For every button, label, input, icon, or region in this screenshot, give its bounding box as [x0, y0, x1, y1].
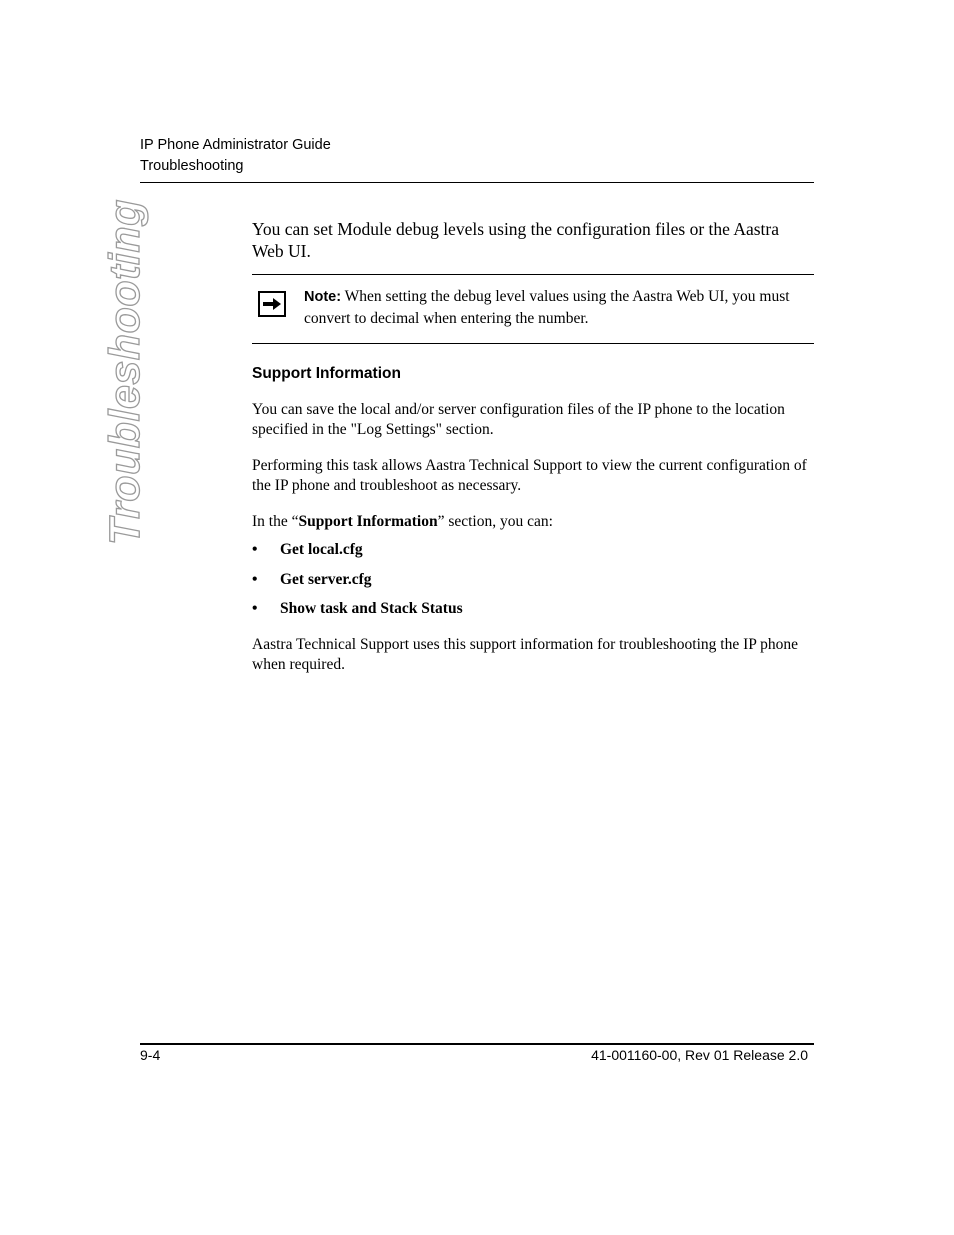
- note-label: Note:: [304, 289, 342, 305]
- list-item: [252, 570, 814, 590]
- support-paragraph-3: [252, 512, 814, 532]
- list-item: [252, 540, 814, 560]
- footer-rule: [140, 1043, 814, 1045]
- side-chapter-tab: Troubleshooting: [101, 199, 149, 545]
- list-item-label: Show task and Stack Status: [280, 600, 463, 617]
- para3-prefix: In the “: [252, 513, 299, 530]
- header-section: Troubleshooting: [140, 158, 244, 174]
- note-box: [252, 274, 814, 344]
- bullet-icon: •: [252, 570, 258, 588]
- document-id: 41-001160-00, Rev 01 Release 2.0: [591, 1047, 808, 1063]
- list-item-label: Get server.cfg: [280, 570, 372, 588]
- support-paragraph-4: Aastra Technical Support uses this support information for troubleshooting the IP phone when required.: [252, 636, 799, 673]
- page-number: 9-4: [140, 1047, 161, 1063]
- support-paragraph-2: Performing this task allows Aastra Technical Support to view the current configuration of the IP phone and troubleshoot as necessary.: [252, 457, 807, 494]
- arrow-right-icon: [258, 291, 286, 317]
- note-body: When setting the debug level values using the Aastra Web UI, you must convert to decimal when entering the number.: [304, 288, 790, 327]
- header-title: IP Phone Administrator Guide: [140, 137, 331, 153]
- header-rule: [140, 182, 814, 183]
- note-text: [304, 286, 814, 329]
- list-item: [252, 599, 814, 619]
- para3-suffix: ” section, you can:: [437, 513, 553, 530]
- support-paragraph-1: You can save the local and/or server configuration files of the IP phone to the location specified in the "Log Settings" section.: [252, 401, 785, 438]
- para3-bold: Support Information: [298, 513, 438, 530]
- section-heading: Support Information: [252, 365, 401, 382]
- bullet-icon: •: [252, 541, 258, 558]
- support-options-list: [252, 540, 814, 619]
- bullet-icon: •: [252, 600, 258, 617]
- list-item-label: Get local.cfg: [280, 541, 363, 558]
- main-content: [252, 218, 814, 675]
- intro-paragraph: You can set Module debug levels using the configuration files or the Aastra Web UI.: [252, 219, 780, 261]
- page-header: [140, 135, 814, 177]
